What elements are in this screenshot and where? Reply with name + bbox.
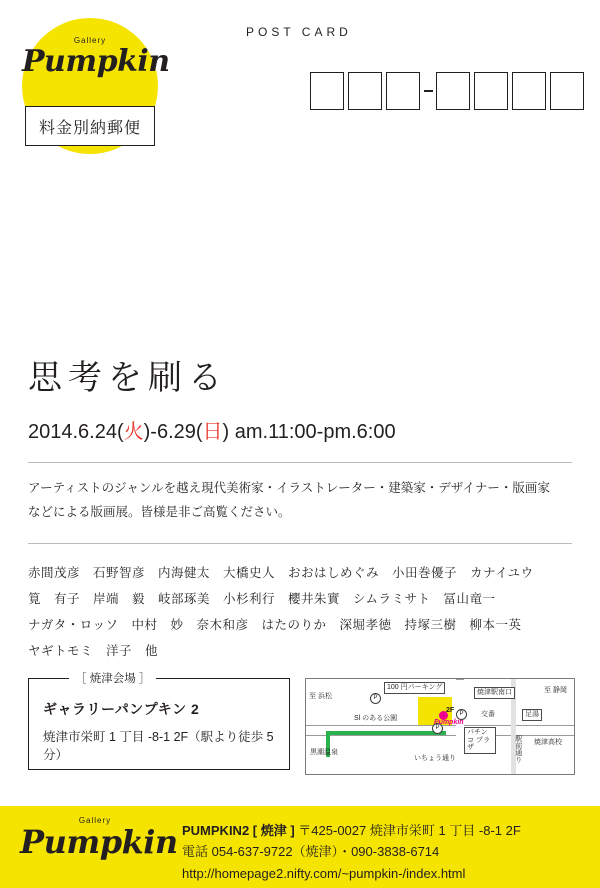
- footer-contact-info: [182, 820, 521, 884]
- postage-band: [25, 106, 155, 146]
- date-weekday-1: 火: [123, 421, 144, 443]
- footer-postal-address: 〒425-0027 焼津市栄町 1 丁目 -8-1 2F: [298, 823, 521, 838]
- map-label-park: Sl のある公園: [354, 715, 398, 722]
- map-parking-icon: P: [370, 693, 381, 704]
- footer-venue-name: PUMPKIN2 [ 焼津 ]: [182, 823, 295, 838]
- description-line-2: などによる版画展。皆様是非ご高覧ください。: [28, 504, 291, 519]
- location-map: [305, 678, 575, 775]
- footer-brand-text: Pumpkin: [20, 823, 178, 861]
- description: [28, 477, 572, 525]
- stamp-brand-text: Pumpkin: [22, 44, 170, 79]
- footer-line-1: [182, 820, 521, 841]
- map-road-vertical: [456, 679, 464, 775]
- map-parking-icon-3: P: [432, 723, 443, 734]
- zip-box: [474, 72, 508, 110]
- postcard-header: [0, 0, 600, 180]
- artist-line: ナガタ・ロッソ 中村 妙 奈木和彦 はたのりか 深堀孝徳 持塚三樹 柳本一英: [28, 618, 522, 632]
- footer-logo: [20, 816, 178, 861]
- map-label-koban: 交番: [481, 711, 495, 718]
- venue-legend: ［ 焼津会場 ］: [69, 670, 156, 686]
- map-label-station-south: 焼津駅南口: [474, 687, 515, 699]
- map-parking-icon-2: P: [456, 709, 467, 720]
- date-text-3: ) am.11:00-pm.6:00: [222, 421, 396, 443]
- footer-gallery-text: Gallery: [78, 816, 112, 825]
- map-label-ashiyu: 足湯: [522, 709, 542, 721]
- date-text-2: )-6.29(: [143, 421, 203, 443]
- map-label-shizuoka: 至 静岡: [544, 687, 567, 694]
- map-label-pachinko: パチンコ プラザ: [464, 727, 496, 754]
- post-card-label: POST CARD: [246, 25, 352, 39]
- map-venue-label: Pumpkin: [434, 719, 464, 726]
- map-label-ekimae-street: 駅前通り: [514, 735, 522, 763]
- divider-bottom: [28, 543, 572, 544]
- map-label-highschool: 焼津高校: [534, 739, 562, 746]
- zip-box: [348, 72, 382, 110]
- venue-and-map: [0, 673, 600, 788]
- map-label-onsen: 黒潮温泉: [310, 749, 338, 756]
- date-text-1: 2014.6.24(: [28, 421, 124, 443]
- map-label-hamamatsu: 至 浜松: [309, 693, 332, 700]
- description-line-1: アーティストのジャンルを越え現代美術家・イラストレーター・建築家・デザイナー・版画家: [28, 481, 550, 495]
- map-label-ichou-street: いちょう通り: [414, 755, 456, 762]
- page-title: 思考を刷る: [28, 358, 228, 398]
- zip-box: [512, 72, 546, 110]
- divider-top: [28, 462, 572, 463]
- footer-bar: [0, 806, 600, 888]
- venue-address: 焼津市栄町 1 丁目 -8-1 2F（駅より徒歩 5 分）: [43, 730, 274, 762]
- map-floor-label: 2F: [446, 707, 455, 714]
- zip-dash-icon: [424, 90, 433, 92]
- zip-box: [386, 72, 420, 110]
- footer-phone: 電話 054-637-9722（焼津）・090-3838-6714: [182, 844, 440, 860]
- main-content: [0, 350, 600, 665]
- venue-name: ギャラリーパンプキン 2: [43, 701, 200, 717]
- date-weekday-2: 日: [202, 421, 223, 443]
- stamp-logo: [22, 18, 170, 154]
- map-label-parking: 100 円パーキング: [384, 682, 445, 694]
- postage-band-text: 料金別納郵便: [38, 119, 141, 137]
- stamp-gallery-text: Gallery: [73, 36, 107, 45]
- zip-box: [310, 72, 344, 110]
- artist-line: ヤギトモミ 洋子 他: [28, 644, 159, 659]
- artist-list: [28, 560, 572, 665]
- zip-box: [550, 72, 584, 110]
- zip-box: [436, 72, 470, 110]
- footer-website-link[interactable]: http://homepage2.nifty.com/~pumpkin-/index.html: [182, 865, 466, 881]
- zip-code-boxes: [310, 72, 588, 110]
- artist-line: 筧 有子 岸端 毅 岐部琢美 小杉利行 櫻井朱實 シムラミサト 冨山竜一: [28, 591, 496, 606]
- venue-box: [28, 673, 290, 770]
- exhibition-dates: [28, 415, 600, 444]
- map-green-line: [326, 731, 446, 735]
- artist-line: 赤間茂彦 石野智彦 内海健太 大橋史人 おおはしめぐみ 小田巻優子 カナイユウ: [28, 565, 534, 580]
